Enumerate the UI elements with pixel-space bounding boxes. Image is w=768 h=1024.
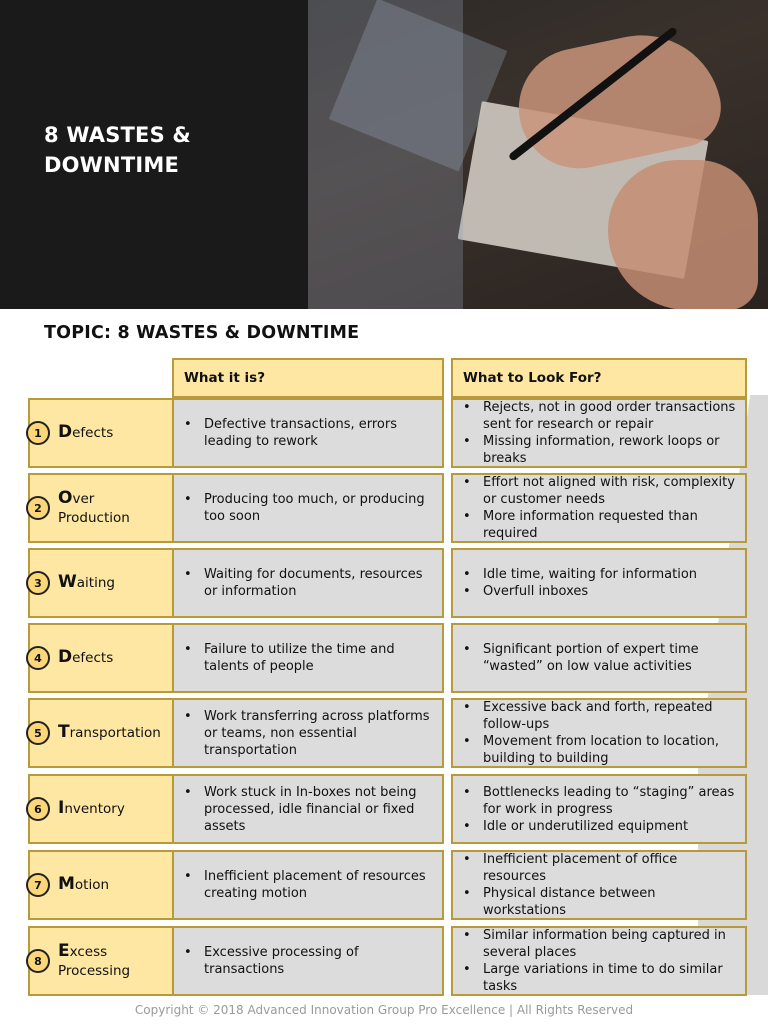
what-it-is-cell [172, 398, 444, 468]
bullet-list [453, 641, 745, 675]
what-to-look-for-cell [451, 473, 747, 543]
hero-banner [0, 0, 768, 309]
bullet-item: • Physical distance between workstations [483, 885, 737, 919]
bullet-item: • Inefficient placement of resources creating motion [204, 868, 434, 902]
bullet-list [174, 784, 442, 835]
waste-name [58, 489, 130, 528]
hero-title: 8 WASTES & DOWNTIME [44, 123, 191, 177]
waste-label [28, 398, 174, 468]
bullet-item: • Waiting for documents, resources or information [204, 566, 434, 600]
bullet-list [174, 641, 442, 675]
bullet-list [174, 944, 442, 978]
bullet-list [174, 566, 442, 600]
waste-name-rest: aiting [76, 575, 115, 591]
waste-label [28, 698, 174, 768]
waste-name [58, 875, 109, 895]
bullet-item: • Significant portion of expert time “wasted” on low value activities [483, 641, 737, 675]
waste-label [28, 623, 174, 693]
what-to-look-for-cell [451, 774, 747, 844]
number-badge: 7 [26, 873, 50, 897]
waste-name-rest: nventory [64, 801, 125, 817]
bullet-item: • Overfull inboxes [483, 583, 697, 600]
bullet-list [453, 474, 745, 542]
what-it-is-cell [172, 698, 444, 768]
bullet-item: • Idle or underutilized equipment [483, 818, 737, 835]
bullet-item: • Defective transactions, errors leading to rework [204, 416, 434, 450]
table-row [0, 473, 768, 543]
waste-label [28, 473, 174, 543]
bullet-list [174, 416, 442, 450]
what-to-look-for-cell [451, 623, 747, 693]
waste-initial: O [58, 487, 73, 508]
bullet-item: • Effort not aligned with risk, complexity or customer needs [483, 474, 737, 508]
waste-name [58, 423, 113, 443]
waste-name-line2: Production [58, 509, 130, 526]
waste-name-rest: ver [72, 490, 95, 507]
waste-label [28, 774, 174, 844]
waste-name-rest: otion [74, 877, 110, 893]
waste-name-rest: efects [72, 650, 114, 666]
what-to-look-for-cell [451, 398, 747, 468]
writing-hands-photo [308, 0, 768, 309]
number-badge: 6 [26, 797, 50, 821]
what-it-is-cell [172, 774, 444, 844]
bullet-item: • Producing too much, or producing too soon [204, 491, 434, 525]
waste-label [28, 850, 174, 920]
what-it-is-cell [172, 623, 444, 693]
waste-initial: T [58, 722, 70, 742]
bullet-item: • Large variations in time to do similar tasks [483, 961, 737, 995]
what-to-look-for-cell [451, 926, 747, 996]
bullet-list [174, 708, 442, 759]
number-badge: 8 [26, 949, 50, 973]
bullet-item: • Inefficient placement of office resources [483, 851, 737, 885]
topic-heading: TOPIC: 8 WASTES & DOWNTIME [44, 323, 360, 343]
table-row [0, 926, 768, 996]
waste-initial: I [58, 798, 65, 818]
bullet-item: • Excessive processing of transactions [204, 944, 434, 978]
bullet-item: • Rejects, not in good order transactions sent for research or repair [483, 399, 737, 433]
waste-name-rest: ransportation [69, 725, 161, 741]
number-badge: 4 [26, 646, 50, 670]
bullet-item: • Bottlenecks leading to “staging” areas for work in progress [483, 784, 737, 818]
waste-name [58, 723, 161, 743]
what-to-look-for-cell [451, 548, 747, 618]
bullet-item: • More information requested than required [483, 508, 737, 542]
waste-name-line2: Processing [58, 962, 131, 979]
number-badge: 1 [26, 421, 50, 445]
bullet-list [453, 399, 745, 467]
waste-label [28, 548, 174, 618]
waste-initial: E [58, 940, 70, 961]
table-row [0, 698, 768, 768]
column-header-look: What to Look For? [451, 358, 747, 398]
waste-initial: W [58, 572, 77, 592]
bullet-list [174, 491, 442, 525]
table-row [0, 774, 768, 844]
bullet-item: • Similar information being captured in several places [483, 927, 737, 961]
bullet-item: • Missing information, rework loops or breaks [483, 433, 737, 467]
waste-name [58, 573, 115, 593]
bullet-list [453, 851, 745, 919]
what-to-look-for-cell [451, 698, 747, 768]
bullet-list [174, 868, 442, 902]
number-badge: 2 [26, 496, 50, 520]
what-it-is-cell [172, 548, 444, 618]
waste-name-rest: xcess [69, 943, 108, 960]
waste-name [58, 799, 125, 819]
number-badge: 5 [26, 721, 50, 745]
table-row [0, 850, 768, 920]
column-header-what: What it is? [172, 358, 444, 398]
waste-label [28, 926, 174, 996]
what-it-is-cell [172, 926, 444, 996]
bullet-list [453, 784, 745, 835]
table-row [0, 623, 768, 693]
bullet-item: • Excessive back and forth, repeated follow-ups [483, 699, 737, 733]
table-row [0, 548, 768, 618]
what-to-look-for-cell [451, 850, 747, 920]
waste-name [58, 942, 130, 981]
bullet-item: • Idle time, waiting for information [483, 566, 697, 583]
waste-initial: D [58, 422, 73, 442]
what-it-is-cell [172, 473, 444, 543]
waste-name-rest: efects [72, 425, 114, 441]
bullet-item: • Failure to utilize the time and talents of people [204, 641, 434, 675]
bullet-item: • Work transferring across platforms or teams, non essential transportation [204, 708, 434, 759]
waste-initial: D [58, 647, 73, 667]
copyright-footer: Copyright © 2018 Advanced Innovation Group Pro Excellence | All Rights Reserved [134, 1003, 634, 1017]
bullet-item: • Work stuck in In-boxes not being processed, idle financial or fixed assets [204, 784, 434, 835]
table-row [0, 398, 768, 468]
bullet-list [453, 699, 745, 767]
bullet-list [453, 566, 705, 600]
what-it-is-cell [172, 850, 444, 920]
bullet-list [453, 927, 745, 995]
number-badge: 3 [26, 571, 50, 595]
bullet-item: • Movement from location to location, building to building [483, 733, 737, 767]
waste-initial: M [58, 874, 75, 894]
waste-name [58, 648, 113, 668]
